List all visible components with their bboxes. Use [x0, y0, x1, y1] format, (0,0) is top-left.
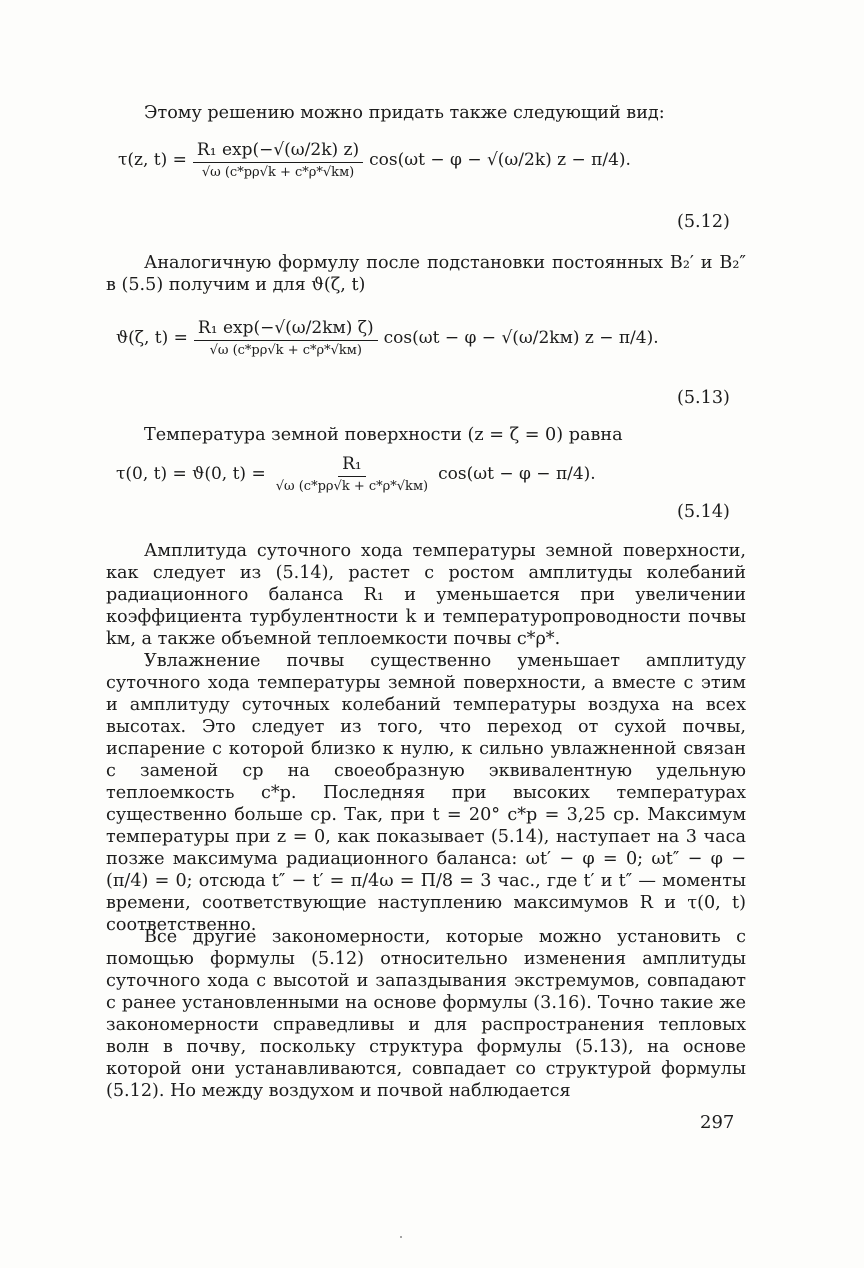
eq14-tag: (5.14)	[677, 502, 730, 522]
eq12-tag: (5.12)	[677, 212, 730, 232]
eq14-rhs: cos(ωt − φ − π/4).	[438, 464, 596, 484]
eq13-numerator: R₁ exp(−√(ω/2kм) ζ)	[194, 318, 378, 341]
eq13-rhs: cos(ωt − φ − √(ω/2kм) z − π/4).	[383, 328, 659, 348]
eq13-denominator: √ω (c*pρ√k + c*ρ*√kм)	[209, 343, 362, 358]
eq12-rhs: cos(ωt − φ − √(ω/2k) z − π/4).	[369, 150, 631, 170]
eq14-denominator: √ω (c*pρ√k + c*ρ*√kм)	[275, 479, 429, 494]
equation-5-14	[116, 454, 596, 494]
eq12-numerator: R₁ exp(−√(ω/2k) z)	[193, 140, 363, 163]
eq14-numerator: R₁	[338, 454, 366, 477]
eq12-lhs: τ(z, t) =	[118, 150, 187, 170]
scan-speck	[400, 1236, 402, 1238]
eq12-fraction	[193, 140, 363, 180]
moisture-paragraph: Увлажнение почвы существенно уменьшает амплитуду суточного хода температуры земной поверхности, а вместе с этим и амплитуду суточных колебаний температуры воздуха на всех высотах. Это следует из того, что переход от сухой почвы, испарение с которой близко к нулю, к сильно увлажненной связан с заменой cp на своеобразную эквивалентную удельную теплоемкость c*p. Последняя при высоких температурах существенно больше cp. Так, при t = 20° c*p = 3,25 cp. Максимум температуры при z = 0, как показывает (5.14), наступает на 3 часа позже максимума радиационного баланса: ωt′ − φ = 0; ωt″ − φ − (π/4) = 0; отсюда t″ − t′ = π/4ω = П/8 = 3 час., где t′ и t″ — моменты времени, соответствующие наступлению максимумов R и τ(0, t) соответственно.	[106, 651, 746, 935]
intro-paragraph: Этому решению можно придать также следующий вид:	[144, 103, 665, 123]
eq12-denominator: √ω (c*pρ√k + c*ρ*√kм)	[201, 165, 355, 180]
eq14-fraction	[272, 454, 432, 494]
eq14-lhs: τ(0, t) = ϑ(0, t) =	[116, 464, 266, 484]
analog-paragraph: Аналогичную формулу после подстановки постоянных B₂′ и B₂″ в (5.5) получим и для ϑ(ζ, t)	[106, 253, 746, 295]
equation-5-12	[118, 140, 631, 180]
amplitude-paragraph: Амплитуда суточного хода температуры земной поверхности, как следует из (5.14), растет с ростом амплитуды колебаний радиационного баланса R₁ и уменьшается при увеличении коэффициента турбулентности k и температуропроводности почвы kм, а также объемной теплоемкости почвы c*ρ*.	[106, 541, 746, 649]
eq13-fraction	[194, 318, 378, 358]
other-paragraph: Все другие закономерности, которые можно установить с помощью формулы (5.12) относительно изменения амплитуды суточного хода с высотой и запаздывания экстремумов, совпадают с ранее установленными на основе формулы (3.16). Точно такие же закономерности справедливы и для распространения тепловых волн в почву, поскольку структура формулы (5.13), на основе которой они устанавливаются, совпадает со структурой формулы (5.12). Но между воздухом и почвой наблюдается	[106, 927, 746, 1101]
equation-5-13	[116, 318, 659, 358]
eq13-tag: (5.13)	[677, 388, 730, 408]
page-number: 297	[700, 1112, 735, 1133]
surface-paragraph: Температура земной поверхности (z = ζ = 0) равна	[144, 425, 623, 445]
eq13-lhs: ϑ(ζ, t) =	[116, 328, 188, 348]
